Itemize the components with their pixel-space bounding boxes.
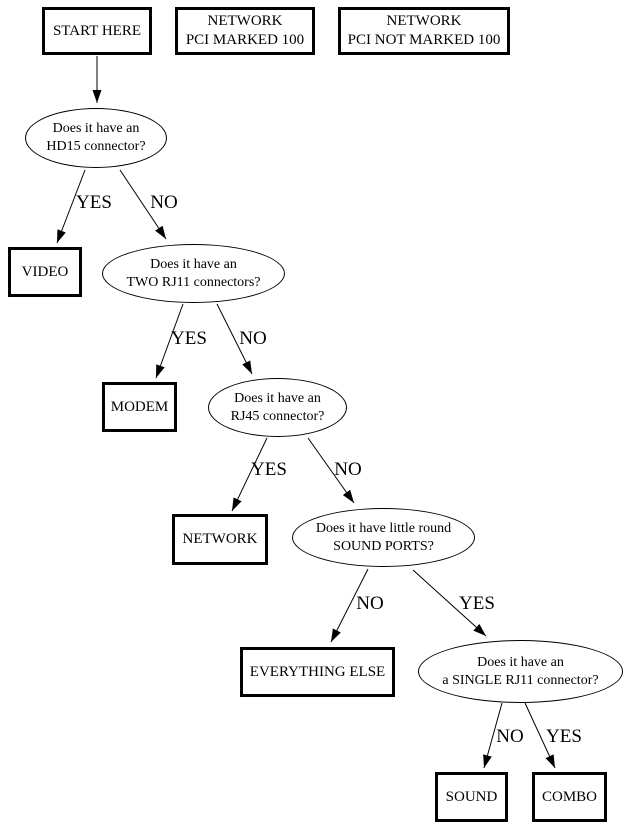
- edge-label-rj45-no: NO: [334, 459, 362, 480]
- question-rj45-line2: RJ45 connector?: [230, 408, 325, 424]
- question-two-rj11-line2: TWO RJ11 connectors?: [126, 274, 261, 290]
- question-hd15-line1: Does it have an: [52, 121, 140, 137]
- question-hd15-node: [25, 108, 167, 168]
- question-single-rj11-node: [418, 640, 623, 703]
- edge-label-hd15-no: NO: [150, 192, 178, 213]
- question-rj45-line1: Does it have an: [234, 390, 321, 406]
- start-here-node: [42, 7, 152, 55]
- question-sound-ports-line1: Does it have little round: [315, 520, 452, 536]
- edge-label-single-rj11-no: NO: [496, 726, 524, 747]
- question-single-rj11-line1: Does it have an: [477, 654, 564, 670]
- everything-else-label: EVERYTHING ELSE: [249, 663, 386, 680]
- edge-label-sound-ports-no: NO: [356, 593, 384, 614]
- video-label: VIDEO: [21, 263, 69, 280]
- legend-pci-not-marked-node: [338, 7, 510, 55]
- combo-node: [532, 772, 607, 822]
- edge-label-single-rj11-yes: YES: [546, 726, 582, 747]
- edge-label-two-rj11-no: NO: [239, 328, 267, 349]
- question-sound-ports-line2: SOUND PORTS?: [333, 538, 434, 554]
- edge-label-sound-ports-yes: YES: [459, 593, 495, 614]
- edge-label-hd15-yes: YES: [76, 192, 112, 213]
- sound-node: [435, 772, 508, 822]
- question-two-rj11-node: [102, 244, 285, 303]
- video-node: [8, 247, 82, 297]
- question-sound-ports-node: [292, 508, 475, 567]
- modem-node: [102, 382, 177, 432]
- legend-pci-not-marked-line2: PCI NOT MARKED 100: [347, 32, 501, 48]
- sound-label: SOUND: [445, 788, 498, 805]
- legend-pci-marked-line2: PCI MARKED 100: [185, 32, 305, 48]
- question-hd15-line2: HD15 connector?: [46, 139, 146, 154]
- modem-label: MODEM: [110, 398, 169, 415]
- edge-label-rj45-yes: YES: [251, 459, 287, 480]
- question-two-rj11-line1: Does it have an: [150, 256, 237, 272]
- question-single-rj11-line2: a SINGLE RJ11 connector?: [442, 672, 599, 688]
- start-here-label: START HERE: [52, 22, 142, 39]
- legend-pci-not-marked-line1: NETWORK: [386, 13, 462, 30]
- network-node: [172, 514, 268, 565]
- question-rj45-node: [208, 378, 347, 437]
- edge-label-two-rj11-yes: YES: [171, 328, 207, 349]
- combo-label: COMBO: [541, 788, 597, 805]
- legend-pci-marked-line1: NETWORK: [207, 13, 283, 30]
- everything-else-node: [240, 647, 395, 697]
- legend-pci-marked-node: [175, 7, 315, 55]
- network-label: NETWORK: [182, 531, 258, 548]
